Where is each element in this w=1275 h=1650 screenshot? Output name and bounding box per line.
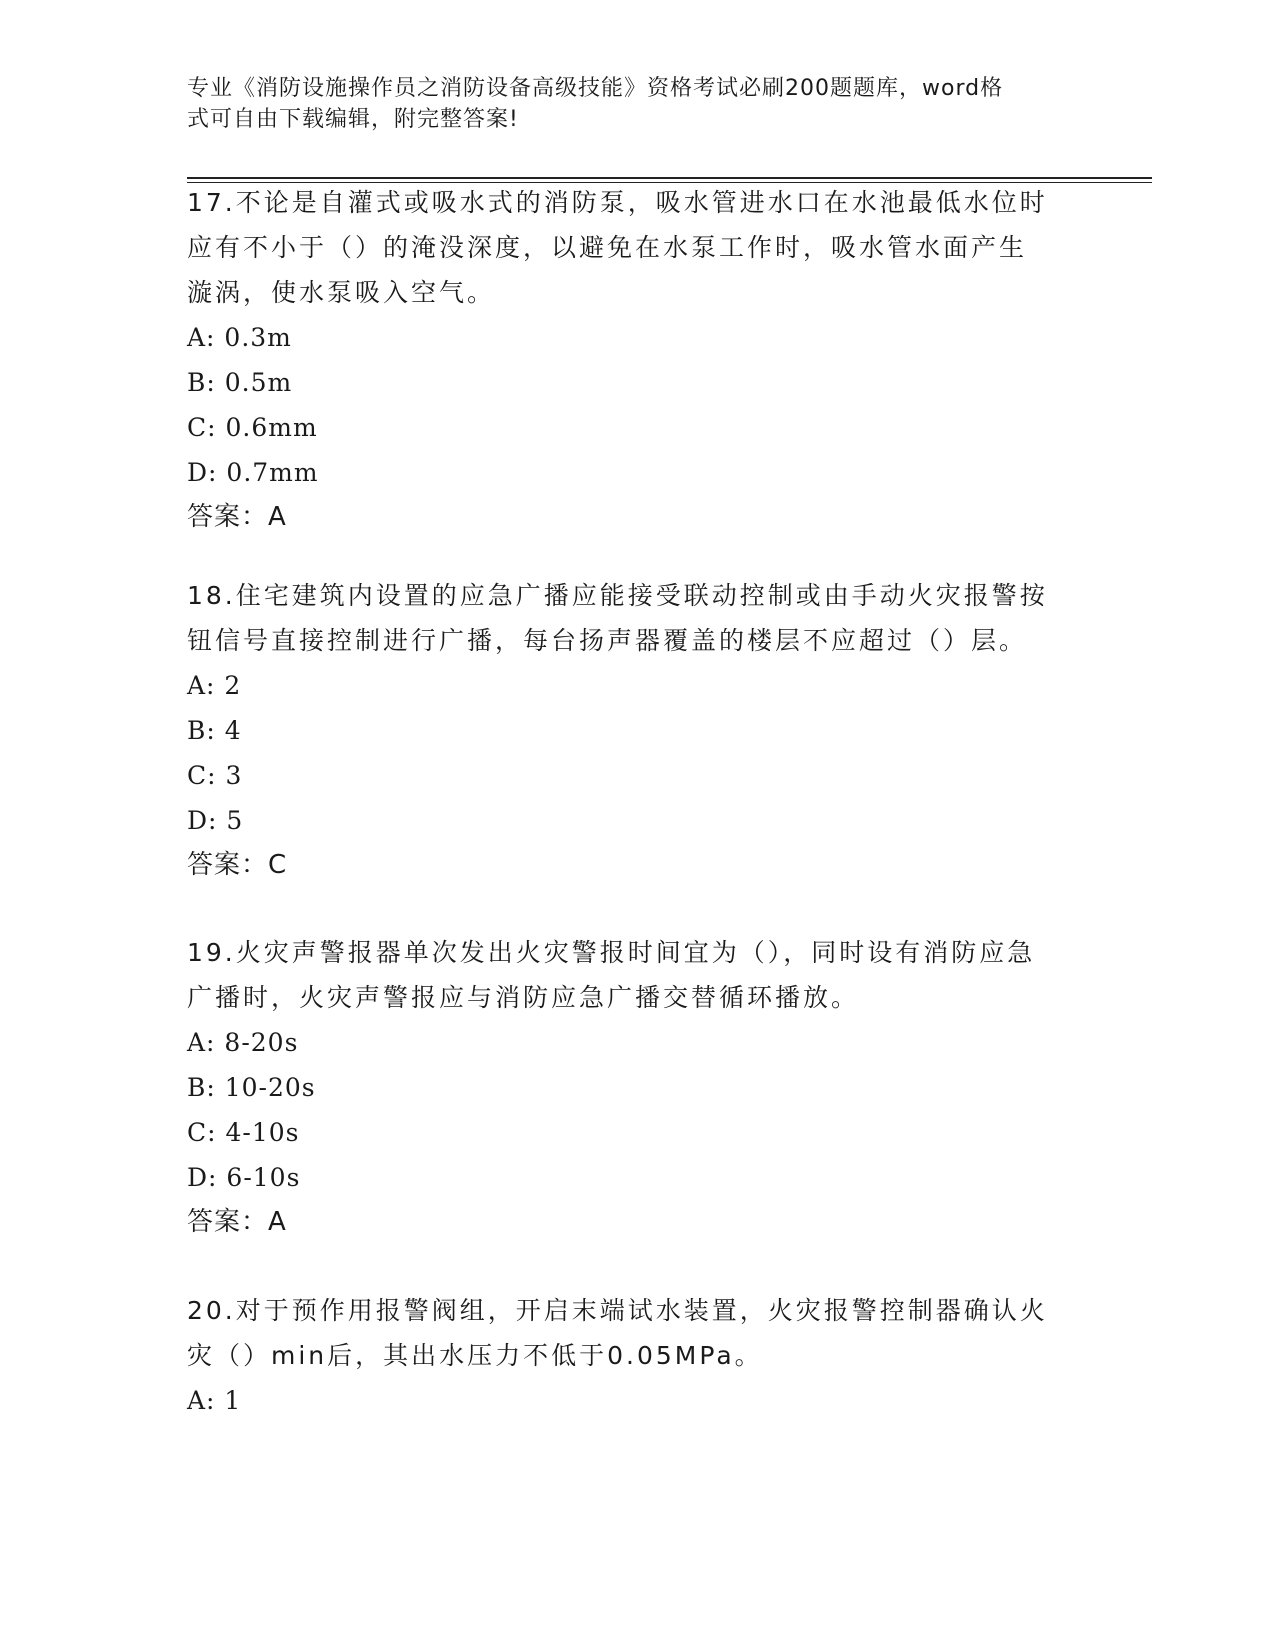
- option-d: D: 5: [187, 806, 244, 835]
- question-stem-line: 19.火灾声警报器单次发出火灾警报时间宜为（），同时设有消防应急: [187, 938, 1036, 967]
- header-line-2: 式可自由下载编辑，附完整答案!: [187, 107, 519, 132]
- answer-line: 答案：C: [187, 850, 288, 880]
- option-a: A: 1: [187, 1386, 242, 1415]
- option-d: D: 0.7mm: [187, 458, 319, 487]
- answer-line: 答案：A: [187, 1207, 287, 1237]
- question-stem-line: 20.对于预作用报警阀组，开启末端试水装置，火灾报警控制器确认火: [187, 1296, 1048, 1325]
- option-d: D: 6-10s: [187, 1163, 301, 1192]
- question-stem: [187, 573, 1087, 663]
- question-18: [187, 573, 1087, 888]
- question-stem-line: 广播时，火灾声警报应与消防应急广播交替循环播放。: [187, 983, 860, 1012]
- option-a: A: 2: [187, 671, 242, 700]
- question-stem: [187, 1288, 1087, 1378]
- question-19: [187, 930, 1087, 1245]
- answer-line: 答案：A: [187, 502, 287, 532]
- option-c: C: 3: [187, 761, 243, 790]
- question-stem: [187, 180, 1087, 315]
- option-b: B: 4: [187, 716, 242, 745]
- question-17: [187, 180, 1087, 540]
- option-a: A: 0.3m: [187, 323, 292, 352]
- question-stem-line: 灾（）min后，其出水压力不低于0.05MPa。: [187, 1341, 763, 1370]
- question-stem-line: 应有不小于（）的淹没深度，以避免在水泵工作时，吸水管水面产生: [187, 233, 1028, 262]
- header-divider-thick: [187, 177, 1152, 179]
- question-stem-line: 钮信号直接控制进行广播，每台扬声器覆盖的楼层不应超过（）层。: [187, 626, 1028, 655]
- option-a: A: 8-20s: [187, 1028, 299, 1057]
- question-stem-line: 18.住宅建筑内设置的应急广播应能接受联动控制或由手动火灾报警按: [187, 581, 1048, 610]
- option-b: B: 0.5m: [187, 368, 293, 397]
- header-line-1: 专业《消防设施操作员之消防设备高级技能》资格考试必刷200题题库，word格: [187, 76, 1004, 101]
- option-c: C: 4-10s: [187, 1118, 300, 1147]
- question-stem-line: 17.不论是自灌式或吸水式的消防泵，吸水管进水口在水池最低水位时: [187, 188, 1048, 217]
- option-b: B: 10-20s: [187, 1073, 316, 1102]
- option-c: C: 0.6mm: [187, 413, 318, 442]
- document-header: [187, 73, 1087, 135]
- question-20: [187, 1288, 1087, 1423]
- question-stem-line: 漩涡，使水泵吸入空气。: [187, 278, 496, 307]
- question-stem: [187, 930, 1087, 1020]
